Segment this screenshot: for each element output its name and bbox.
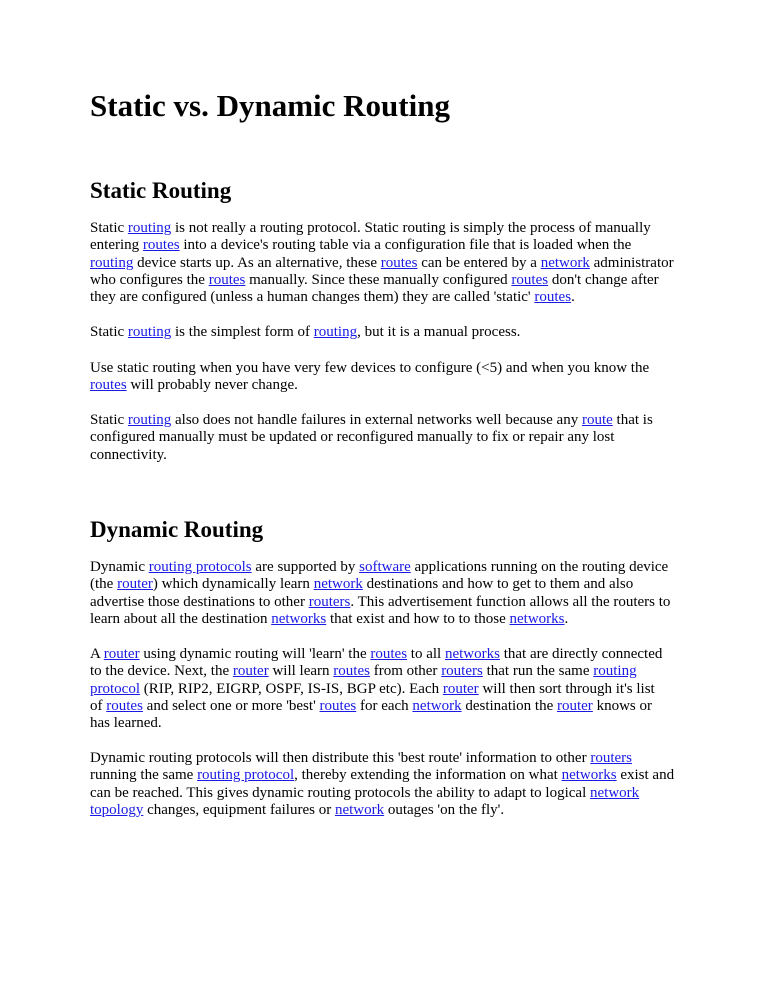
text-run: also does not handle failures in external networks well because any <box>171 412 582 428</box>
text-run: has learned. <box>90 715 162 732</box>
text-line <box>90 255 690 272</box>
inline-link[interactable]: routes <box>511 271 549 288</box>
text-line <box>90 594 690 611</box>
text-run: (RIP, RIP2, EIGRP, OSPF, IS-IS, BGP etc). Each <box>140 680 443 697</box>
text-run: learn about all the destination <box>90 610 272 627</box>
inline-link[interactable]: topology <box>90 801 144 818</box>
inline-link[interactable]: network <box>334 801 385 818</box>
inline-link[interactable]: software <box>359 559 411 575</box>
text-run: connectivity. <box>90 446 167 463</box>
text-run: are supported by <box>251 559 360 575</box>
text-line <box>90 681 690 698</box>
text-run: they are configured (unless a human changes them) they are called 'static' <box>90 289 535 306</box>
inline-link[interactable]: routing <box>127 220 172 236</box>
text-run: ) which dynamically learn <box>152 576 314 593</box>
text-line <box>90 289 690 306</box>
inline-link[interactable]: routers <box>590 750 632 766</box>
inline-link[interactable]: routes <box>142 237 180 254</box>
text-run: of <box>90 697 107 714</box>
inline-link[interactable]: routing <box>313 324 358 340</box>
text-line <box>90 750 690 767</box>
inline-link[interactable]: networks <box>509 610 565 627</box>
inline-link[interactable]: router <box>556 697 593 714</box>
text-run: , but it is a manual process. <box>357 324 521 340</box>
inline-link[interactable]: networks <box>444 646 500 662</box>
inline-link[interactable]: routing <box>593 663 637 680</box>
text-run: is the simplest form of <box>171 324 314 340</box>
inline-link[interactable]: router <box>103 646 140 662</box>
text-line <box>90 576 690 593</box>
text-run: destinations and how to get to them and also <box>362 576 634 593</box>
text-line <box>90 715 690 732</box>
inline-link[interactable]: routing protocol <box>197 767 295 784</box>
text-line <box>90 272 690 289</box>
paragraph <box>90 559 690 628</box>
text-run: changes, equipment failures or <box>143 801 335 818</box>
inline-link[interactable]: networks <box>561 767 617 784</box>
text-run: that run the same <box>482 663 594 680</box>
text-line <box>90 412 690 429</box>
text-run: from other <box>369 663 442 680</box>
inline-link[interactable]: routes <box>90 377 127 394</box>
text-run: to all <box>407 646 445 662</box>
text-run: can be reached. This gives dynamic routing protocols the ability to adapt to logical <box>90 784 591 801</box>
text-line <box>90 447 690 464</box>
paragraph <box>90 412 690 464</box>
text-run: manually. Since these manually configured <box>245 271 512 288</box>
text-line <box>90 377 690 394</box>
text-run: to the device. Next, the <box>90 663 233 680</box>
inline-link[interactable]: routers <box>441 663 483 680</box>
text-line <box>90 360 690 377</box>
text-run: Static <box>90 324 128 340</box>
text-line <box>90 429 690 446</box>
inline-link[interactable]: network <box>313 576 363 593</box>
paragraph <box>90 220 690 306</box>
paragraph <box>90 360 690 395</box>
text-run: . <box>571 289 575 306</box>
text-run: . <box>564 610 569 627</box>
inline-link[interactable]: networks <box>271 610 327 627</box>
inline-link[interactable]: routes <box>106 697 143 714</box>
text-run: can be entered by a <box>417 254 541 271</box>
inline-link[interactable]: router <box>232 663 269 680</box>
text-line <box>90 611 690 628</box>
text-run: exist and <box>616 767 675 784</box>
inline-link[interactable]: router <box>117 576 153 593</box>
inline-link[interactable]: routing <box>127 324 172 340</box>
inline-link[interactable]: network <box>540 254 590 271</box>
inline-link[interactable]: protocol <box>90 680 140 697</box>
text-run: applications running on the routing device <box>410 559 669 575</box>
section-heading-dynamic-routing: Dynamic Routing <box>90 517 264 542</box>
text-line <box>90 237 690 254</box>
text-line <box>90 698 690 715</box>
section-heading-static-routing: Static Routing <box>90 178 232 203</box>
text-line <box>90 646 690 663</box>
inline-link[interactable]: route <box>581 412 613 428</box>
text-run: will learn <box>268 663 334 680</box>
text-line <box>90 324 690 341</box>
text-run: administrator <box>589 254 674 271</box>
inline-link[interactable]: routes <box>370 646 408 662</box>
text-run: Static <box>90 412 128 428</box>
text-run: and select one or more 'best' <box>142 697 320 714</box>
text-run: advertise those destinations to other <box>90 593 309 610</box>
text-run: outages 'on the fly'. <box>384 801 505 818</box>
text-run: will probably never change. <box>126 377 298 394</box>
text-run: is not really a routing protocol. Static routing is simply the process of manually <box>171 220 651 236</box>
inline-link[interactable]: routing protocols <box>148 559 252 575</box>
text-run: Static <box>90 220 128 236</box>
paragraph <box>90 324 690 341</box>
text-run: A <box>90 646 104 662</box>
inline-link[interactable]: routers <box>308 593 351 610</box>
text-run: into a device's routing table via a configuration file that is loaded when the <box>179 237 632 254</box>
text-run: that is <box>612 412 653 428</box>
text-line <box>90 220 690 237</box>
text-run: don't change after <box>548 271 659 288</box>
text-run: for each <box>356 697 413 714</box>
text-run: destination the <box>461 697 557 714</box>
inline-link[interactable]: routes <box>319 697 357 714</box>
page-title: Static vs. Dynamic Routing <box>90 88 450 123</box>
text-run: that exist and how to to those <box>326 610 510 627</box>
text-run: who configures the <box>90 271 209 288</box>
text-line <box>90 785 690 802</box>
inline-link[interactable]: network <box>412 697 462 714</box>
inline-link[interactable]: routing <box>90 254 134 271</box>
text-run: entering <box>90 237 143 254</box>
text-run: configured manually must be updated or reconfigured manually to fix or repair any lost <box>90 429 615 446</box>
paragraph <box>90 750 690 819</box>
text-line <box>90 802 690 819</box>
text-run: knows or <box>592 697 652 714</box>
paragraph <box>90 646 690 732</box>
text-run: will then sort through it's list <box>478 680 655 697</box>
text-run: using dynamic routing will 'learn' the <box>139 646 371 662</box>
inline-link[interactable]: routes <box>333 663 370 680</box>
text-run: running the same <box>90 767 198 784</box>
inline-link[interactable]: network <box>590 784 640 801</box>
text-run: Dynamic routing protocols will then distribute this 'best route' information to other <box>90 750 591 766</box>
text-run: . This advertisement function allows all the routers to <box>350 593 671 610</box>
text-run: , thereby extending the information on what <box>294 767 562 784</box>
text-run: that are directly connected <box>499 646 663 662</box>
inline-link[interactable]: routes <box>380 254 418 271</box>
inline-link[interactable]: routes <box>534 289 572 306</box>
text-line <box>90 559 690 576</box>
inline-link[interactable]: routing <box>127 412 172 428</box>
text-run: Use static routing when you have very few devices to configure (<5) and when you know the <box>90 360 650 376</box>
text-run: device starts up. As an alternative, these <box>133 254 381 271</box>
text-run: Dynamic <box>90 559 149 575</box>
text-run: (the <box>90 576 118 593</box>
inline-link[interactable]: routes <box>208 271 246 288</box>
text-line <box>90 767 690 784</box>
inline-link[interactable]: router <box>442 680 479 697</box>
text-line <box>90 663 690 680</box>
